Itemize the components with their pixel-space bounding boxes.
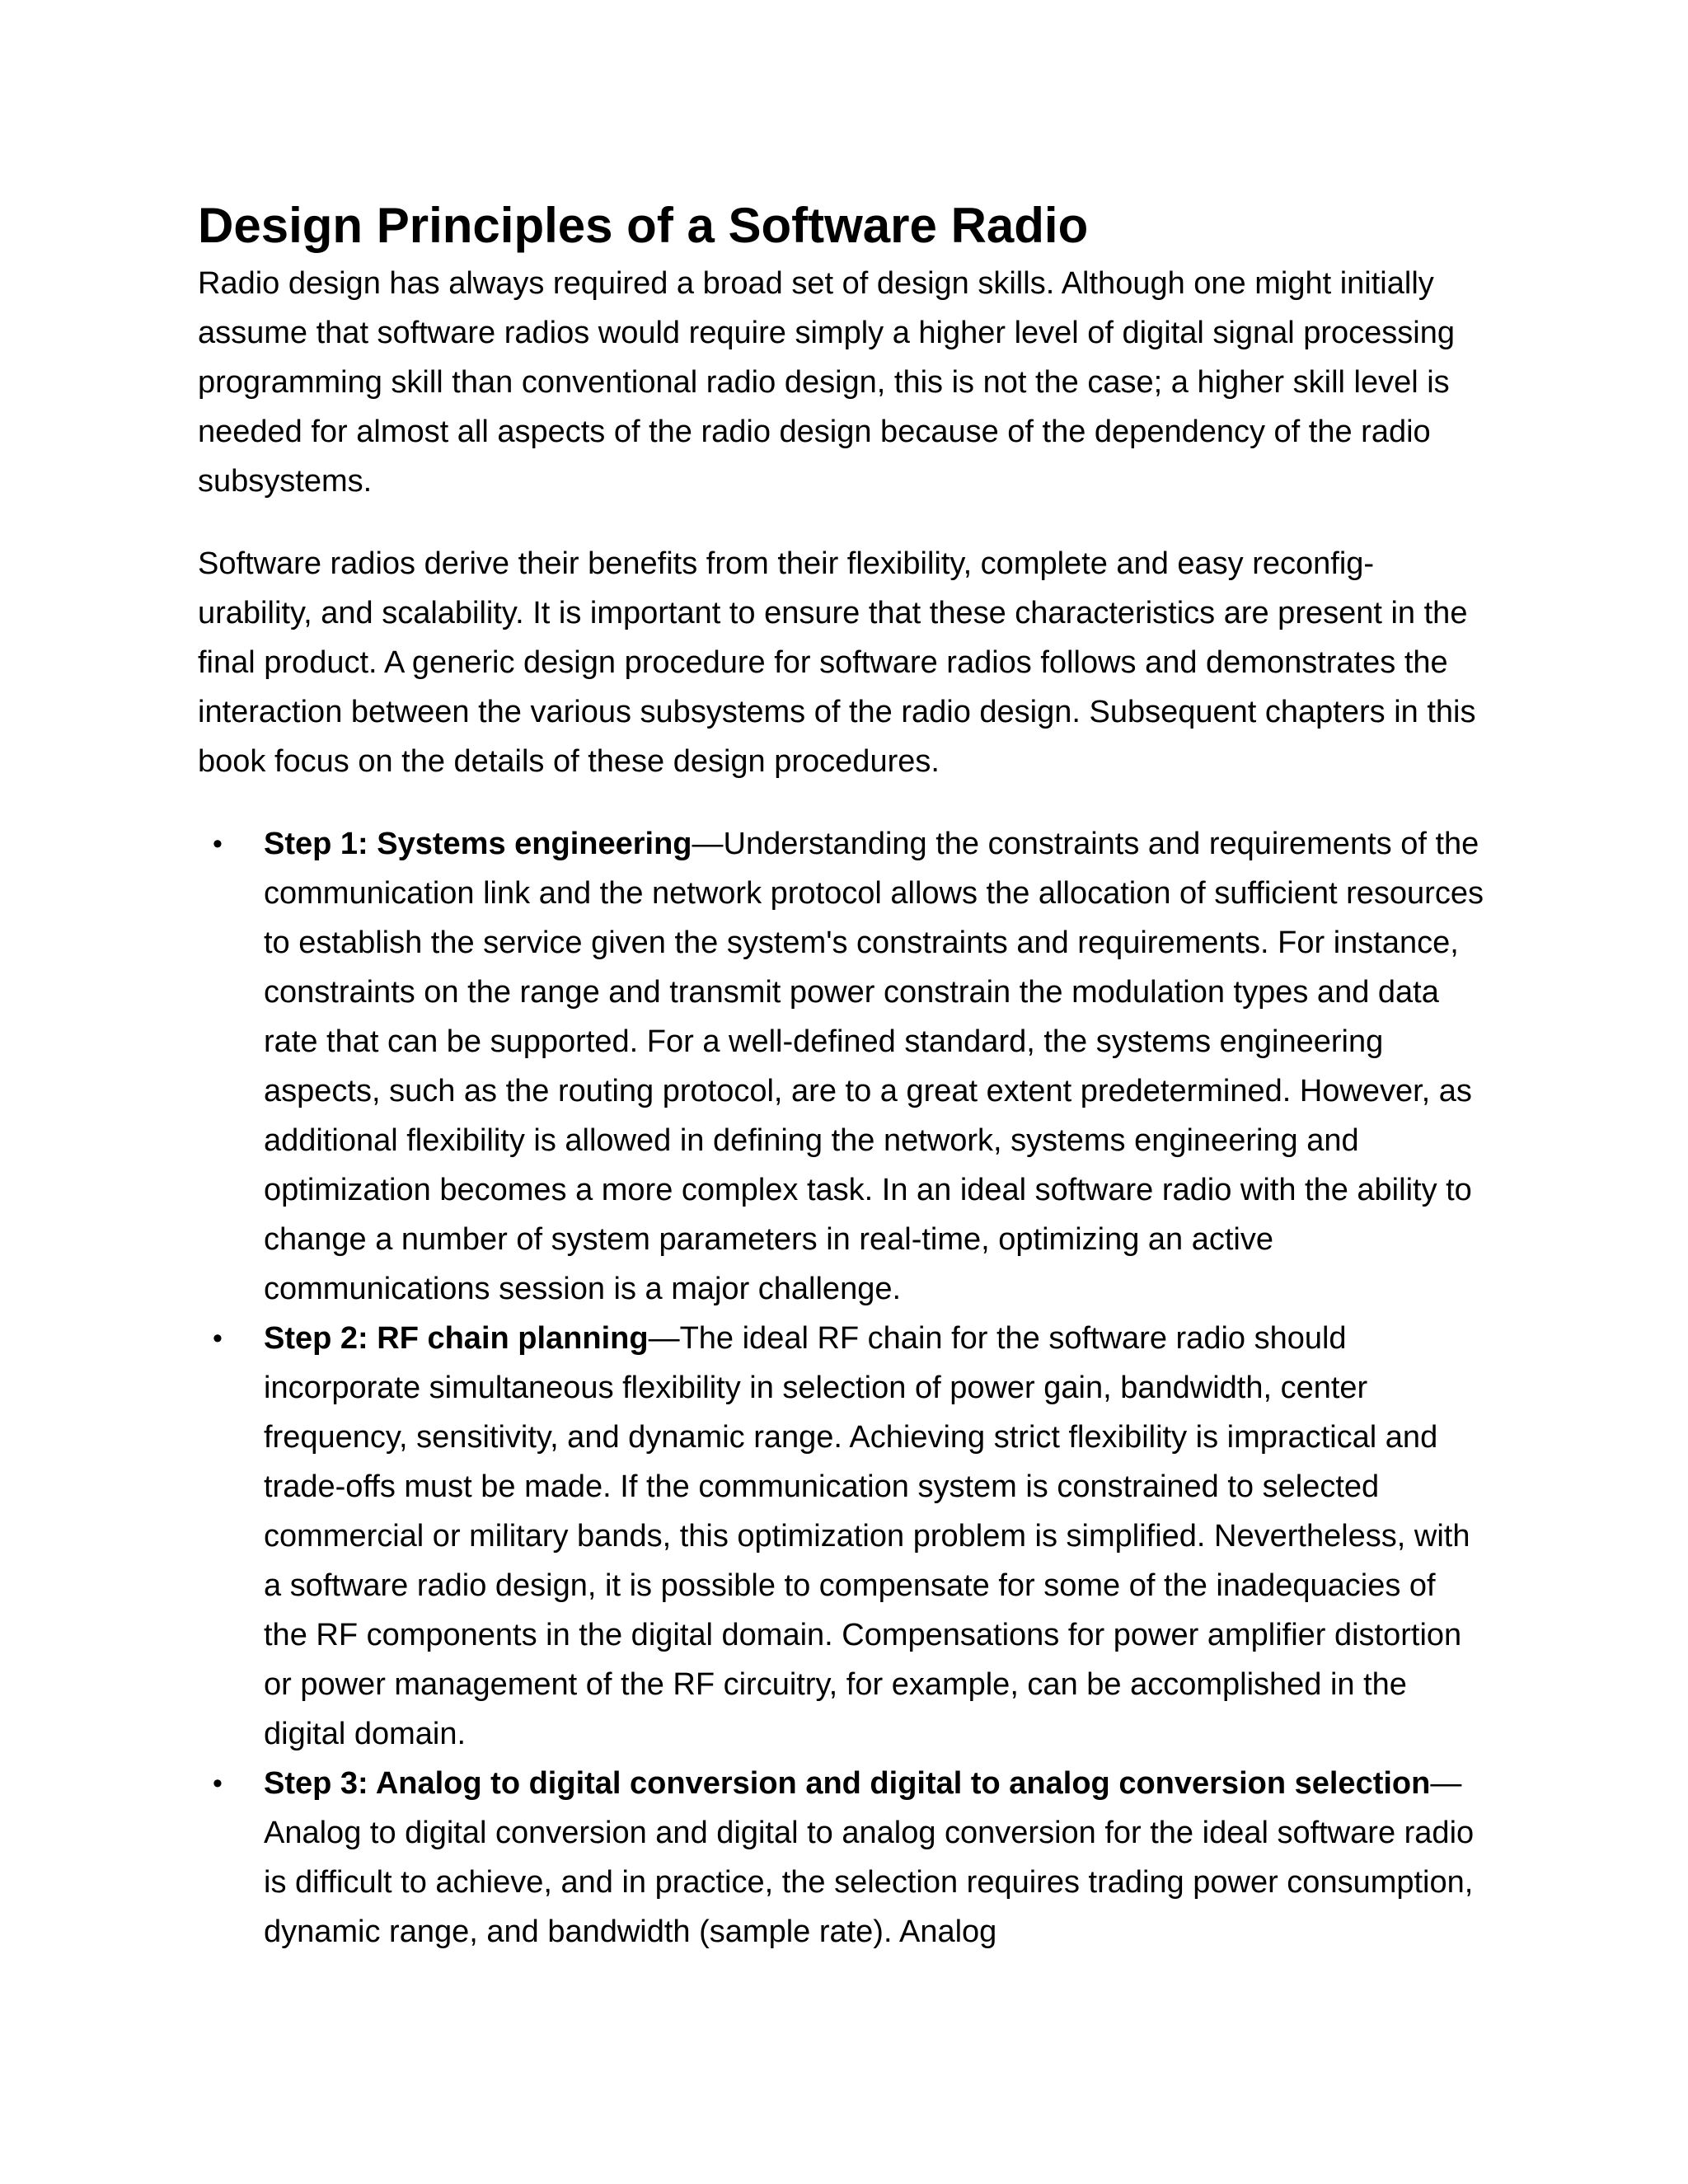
benefits-paragraph: Software radios derive their benefits from their flexibility, complete and easy reconfig-urability, and scalability. It is important to ensure that these characteristics are present in the final product. A generic design procedure for software radios follows and demonstrates the interaction between the various subsystems of the radio design. Subsequent chapters in this book focus on the details of these design procedures. (198, 546, 1476, 779)
step-title: Step 2: RF chain planning (264, 1321, 649, 1356)
document-body (198, 196, 1484, 1957)
bullet-icon: • (213, 1768, 223, 1799)
step-text: —Understanding the constraints and requirements of the communication link and the network protocol allows the allocation of sufficient resources to establish the service given the system's constraints and requirements. For instance, constraints on the range and transmit power constrain the modulation types and data rate that can be supported. For a well-defined standard, the systems engineering aspects, such as the routing protocol, are to a great extent predetermined. However, as additional flexibility is allowed in defining the network, systems engineering and optimization becomes a more complex task. In an ideal software radio with the ability to change a number of system parameters in real-time, optimizing an active communications session is a major challenge. (264, 827, 1484, 1306)
intro-paragraph: Radio design has always required a broad set of design skills. Although one might initially assume that software radios would require simply a higher level of digital signal processing programming skill than conventional radio design, this is not the case; a higher skill level is needed for almost all aspects of the radio design because of the dependency of the radio subsystems. (198, 266, 1455, 499)
bullet-icon: • (213, 828, 223, 860)
page-title: Design Principles of a Software Radio (198, 198, 1089, 253)
list-item-step-3 (198, 1759, 1484, 1957)
step-title: Step 1: Systems engineering (264, 827, 692, 861)
list-item-step-1 (198, 819, 1484, 1314)
step-title: Step 3: Analog to digital conversion and digital to analog conversion selection (264, 1766, 1431, 1801)
list-item-step-2 (198, 1314, 1484, 1759)
design-steps-list (198, 819, 1484, 1957)
bullet-icon: • (213, 1323, 223, 1354)
step-text: —Analog to digital conversion and digital to analog conversion for the ideal software radio is difficult to achieve, and in practice, the selection requires trading power consumption, dynamic range, and bandwidth (sample rate). Analog (264, 1766, 1475, 1949)
step-text: —The ideal RF chain for the software radio should incorporate simultaneous flexibility in selection of power gain, bandwidth, center frequency, sensitivity, and dynamic range. Achieving strict flexibility is impractical and trade-offs must be made. If the communication system is constrained to selected commercial or military bands, this optimization problem is simplified. Nevertheless, with a software radio design, it is possible to compensate for some of the inadequacies of the RF components in the digital domain. Compensations for power amplifier distortion or power management of the RF circuitry, for example, can be accomplished in the digital domain. (264, 1321, 1470, 1751)
